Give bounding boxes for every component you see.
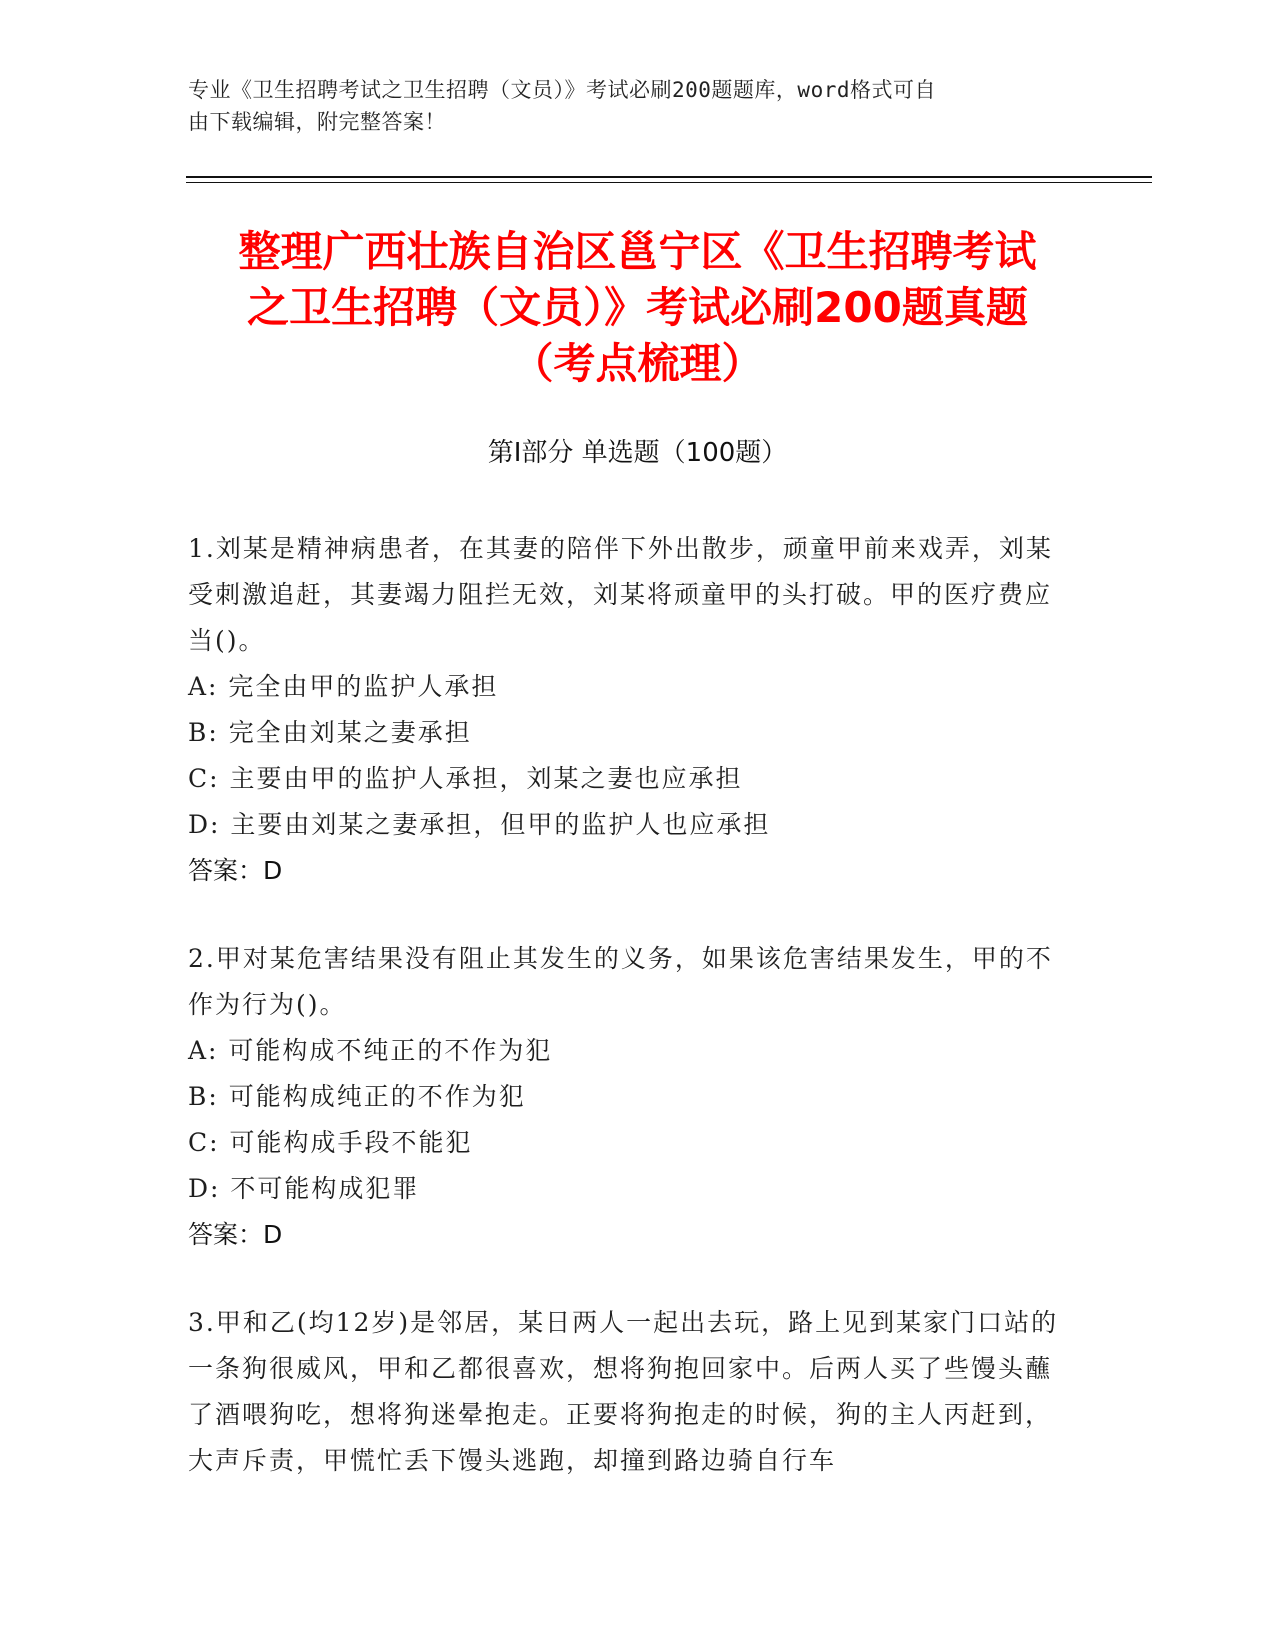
question-2 [188,936,1068,1258]
question-3 [188,1300,1068,1484]
section-title: 第Ⅰ部分 单选题（100题） [487,438,788,468]
title-line3: （考点梳理） [511,339,764,388]
header-note-line1: 专业《卫生招聘考试之卫生招聘（文员）》考试必刷200题题库，word格式可自 [188,78,936,102]
option-d: D: 主要由刘某之妻承担，但甲的监护人也应承担 [188,810,771,839]
question-1 [188,526,1068,894]
title-line2: 之卫生招聘（文员）》考试必刷200题真题 [247,283,1028,332]
option-c: C: 可能构成手段不能犯 [188,1128,473,1157]
option-c: C: 主要由甲的监护人承担，刘某之妻也应承担 [188,764,743,793]
question-list [188,526,1068,1526]
answer: 答案：D [188,856,283,885]
title-line1: 整理广西壮族自治区邕宁区《卫生招聘考试 [238,227,1037,276]
answer: 答案：D [188,1220,283,1249]
header-divider-thick [186,176,1152,178]
option-a: A: 可能构成不纯正的不作为犯 [188,1036,553,1065]
header-note-line2: 由下载编辑，附完整答案！ [188,110,446,134]
header-divider-thin [186,182,1152,183]
question-stem: 3.甲和乙(均12岁)是邻居，某日两人一起出去玩，路上见到某家门口站的一条狗很威风，甲和乙都很喜欢，想将狗抱回家中。后两人买了些馒头蘸了酒喂狗吃，想将狗迷晕抱走。正要将狗抱走的时候，狗的主人丙赶到，大声斥责，甲慌忙丢下馒头逃跑，却撞到路边骑自行车 [188,1308,1059,1475]
document-title [160,224,1115,392]
option-a: A: 完全由甲的监护人承担 [188,672,499,701]
option-d: D: 不可能构成犯罪 [188,1174,420,1203]
question-stem: 2.甲对某危害结果没有阻止其发生的义务，如果该危害结果发生，甲的不作为行为()。 [188,944,1053,1019]
question-stem: 1.刘某是精神病患者，在其妻的陪伴下外出散步，顽童甲前来戏弄，刘某受刺激追赶，其妻竭力阻拦无效，刘某将顽童甲的头打破。甲的医疗费应当()。 [188,534,1053,655]
option-b: B: 可能构成纯正的不作为犯 [188,1082,526,1111]
option-b: B: 完全由刘某之妻承担 [188,718,472,747]
header-note [188,74,1068,138]
